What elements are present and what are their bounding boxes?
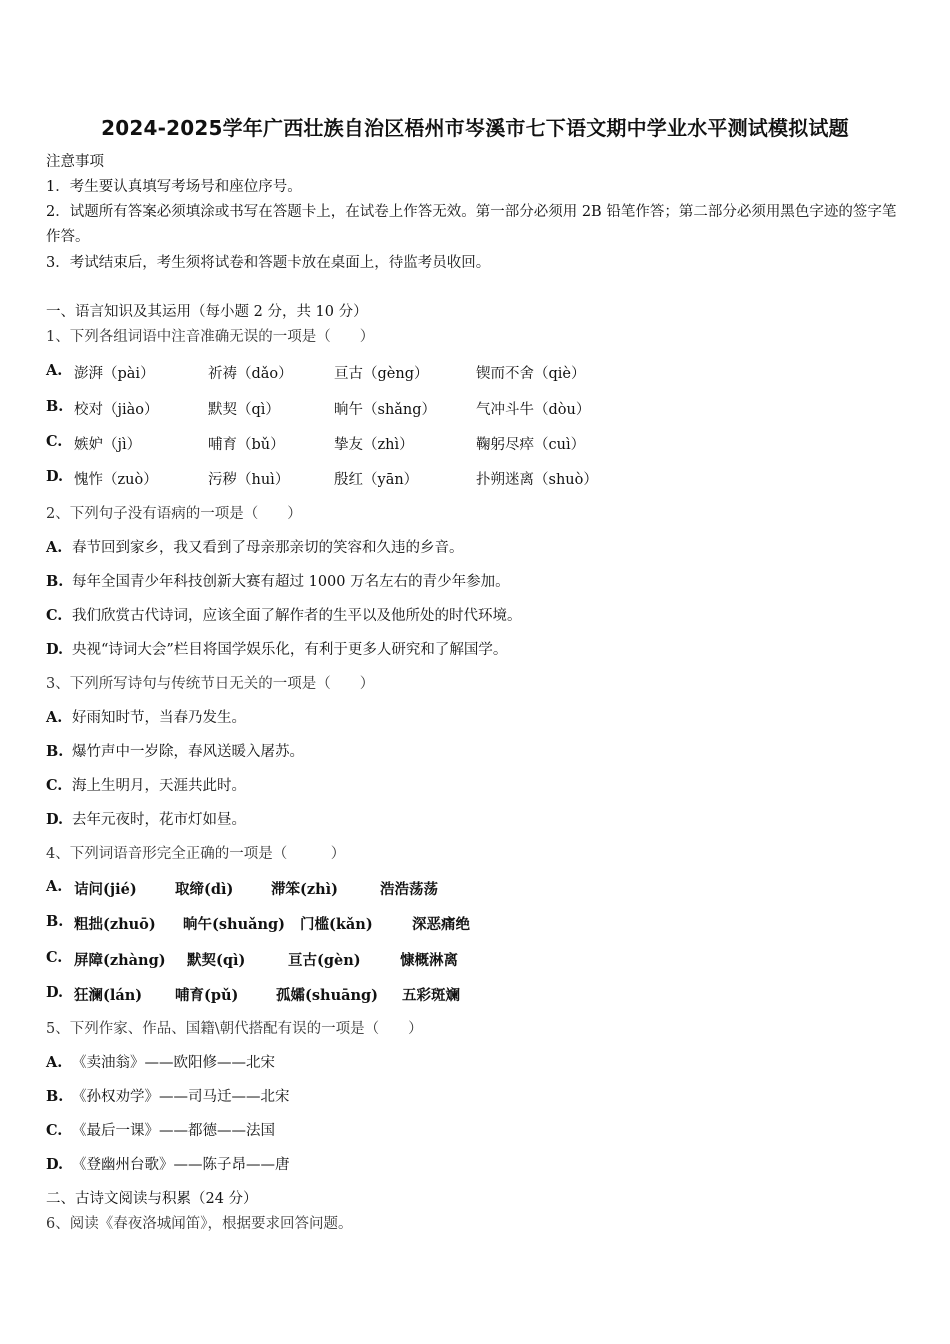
question-1-stem: 1、下列各组词语中注音准确无误的一项是（ ） <box>46 329 375 345</box>
option-letter: D. <box>46 811 64 828</box>
option-item: 晌午(shuǎng) <box>183 916 286 933</box>
option-letter: A. <box>46 1054 63 1071</box>
option-item: 鞠躬尽瘁（cuì） <box>476 437 586 453</box>
question-2-stem: 2、下列句子没有语病的一项是（ ） <box>46 506 302 522</box>
option-item: 门槛(kǎn) <box>300 916 373 933</box>
option-letter: B. <box>46 1088 64 1105</box>
option-text: 海上生明月，天涯共此时。 <box>72 778 246 794</box>
option-text: 去年元夜时，花市灯如昼。 <box>72 812 246 828</box>
option-letter: C. <box>46 607 63 624</box>
question-2-option-b <box>46 572 510 592</box>
option-item: 澎湃（pài） <box>74 366 155 382</box>
option-letter: A. <box>46 362 63 379</box>
option-text: 我们欣赏古代诗词，应该全面了解作者的生平以及他所处的时代环境。 <box>72 608 522 624</box>
option-item: 污秽（huì） <box>208 472 290 488</box>
option-letter: D. <box>46 641 64 658</box>
option-item: 晌午（shǎng） <box>334 402 437 418</box>
option-item: 祈祷（dǎo） <box>208 366 293 382</box>
question-3-option-c <box>46 776 246 796</box>
question-3-stem: 3、下列所写诗句与传统节日无关的一项是（ ） <box>46 676 375 692</box>
question-5-stem: 5、下列作家、作品、国籍\朝代搭配有误的一项是（ ） <box>46 1021 423 1037</box>
question-3-option-b <box>46 742 304 762</box>
option-text: 好雨知时节，当春乃发生。 <box>72 710 246 726</box>
option-item: 默契（qì） <box>208 402 280 418</box>
option-text: 爆竹声中一岁除，春风送暖入屠苏。 <box>72 744 304 760</box>
option-item: 屏障(zhàng) <box>74 952 166 969</box>
section-heading-1: 一、语言知识及其运用（每小题 2 分，共 10 分） <box>46 304 368 320</box>
option-text: 央视“诗词大会”栏目将国学娱乐化，有利于更多人研究和了解国学。 <box>72 642 508 658</box>
question-6-stem: 6、阅读《春夜洛城闻笛》，根据要求回答问题。 <box>46 1216 353 1232</box>
option-letter: D. <box>46 984 64 1001</box>
option-text: 春节回到家乡，我又看到了母亲那亲切的笑容和久违的乡音。 <box>72 540 464 556</box>
question-5-option-d <box>46 1155 290 1175</box>
option-item: 滞笨(zhì) <box>271 881 339 898</box>
option-letter: D. <box>46 468 64 485</box>
option-item: 亘古(gèn) <box>288 952 361 969</box>
option-item: 亘古（gèng） <box>334 366 429 382</box>
option-letter: A. <box>46 709 63 726</box>
option-item: 哺育(pǔ) <box>175 987 239 1004</box>
notice-heading: 注意事项 <box>46 154 104 170</box>
option-letter: B. <box>46 743 64 760</box>
option-item: 挚友（zhì） <box>334 437 414 453</box>
option-item: 取缔(dì) <box>175 881 234 898</box>
question-3-option-a <box>46 708 246 728</box>
notice-item-2: 2．试题所有答案必须填涂或书写在答题卡上，在试卷上作答无效。第一部分必须用 2B 铅笔作答；第二部分必须用黑色字迹的签字笔作答。 <box>46 204 897 245</box>
page-title: 2024-2025学年广西壮族自治区梧州市岑溪市七下语文期中学业水平测试模拟试题 <box>101 116 849 140</box>
option-letter: B. <box>46 398 64 415</box>
option-item: 狂澜(lán) <box>74 987 143 1004</box>
option-letter: C. <box>46 949 63 966</box>
option-letter: B. <box>46 913 64 930</box>
question-2-option-a <box>46 538 464 558</box>
option-letter: D. <box>46 1156 64 1173</box>
option-item: 孤孀(shuāng) <box>276 987 379 1004</box>
option-text: 每年全国青少年科技创新大赛有超过 1000 万名左右的青少年参加。 <box>72 574 510 590</box>
option-item: 粗拙(zhuō) <box>74 916 156 933</box>
option-text: 《登幽州台歌》——陈子昂——唐 <box>72 1157 290 1173</box>
option-item: 气冲斗牛（dòu） <box>476 402 591 418</box>
notice-item-3: 3．考试结束后，考生须将试卷和答题卡放在桌面上，待监考员收回。 <box>46 255 491 271</box>
option-item: 愧怍（zuò） <box>74 472 158 488</box>
option-text: 《最后一课》——都德——法国 <box>72 1123 275 1139</box>
option-letter: B. <box>46 573 64 590</box>
option-text: 《卖油翁》——欧阳修——北宋 <box>72 1055 275 1071</box>
option-item: 扑朔迷离（shuò） <box>476 472 598 488</box>
option-text: 《孙权劝学》——司马迁——北宋 <box>72 1089 290 1105</box>
option-item: 默契(qì) <box>187 952 246 969</box>
notice-item-1: 1．考生要认真填写考场号和座位序号。 <box>46 179 302 195</box>
question-5-option-a <box>46 1053 275 1073</box>
option-item: 慷概淋离 <box>400 952 458 969</box>
question-5-option-c <box>46 1121 275 1141</box>
option-item: 浩浩荡荡 <box>380 881 438 898</box>
question-5-option-b <box>46 1087 290 1107</box>
section-heading-2: 二、古诗文阅读与积累（24 分） <box>46 1191 258 1207</box>
option-item: 嫉妒（jì） <box>74 437 142 453</box>
option-letter: C. <box>46 777 63 794</box>
option-item: 五彩斑斓 <box>402 987 460 1004</box>
option-item: 校对（jiào） <box>74 402 159 418</box>
option-letter: A. <box>46 878 63 895</box>
option-item: 深恶痛绝 <box>412 916 470 933</box>
question-2-option-c <box>46 606 522 626</box>
question-3-option-d <box>46 810 246 830</box>
option-item: 哺育（bǔ） <box>208 437 285 453</box>
question-2-option-d <box>46 640 507 660</box>
option-item: 诘问(jié) <box>74 881 137 898</box>
option-letter: C. <box>46 1122 63 1139</box>
option-item: 殷红（yān） <box>334 472 419 488</box>
option-item: 锲而不舍（qiè） <box>476 366 586 382</box>
question-4-stem: 4、下列词语音形完全正确的一项是（ ） <box>46 846 346 862</box>
option-letter: C. <box>46 433 63 450</box>
option-letter: A. <box>46 539 63 556</box>
